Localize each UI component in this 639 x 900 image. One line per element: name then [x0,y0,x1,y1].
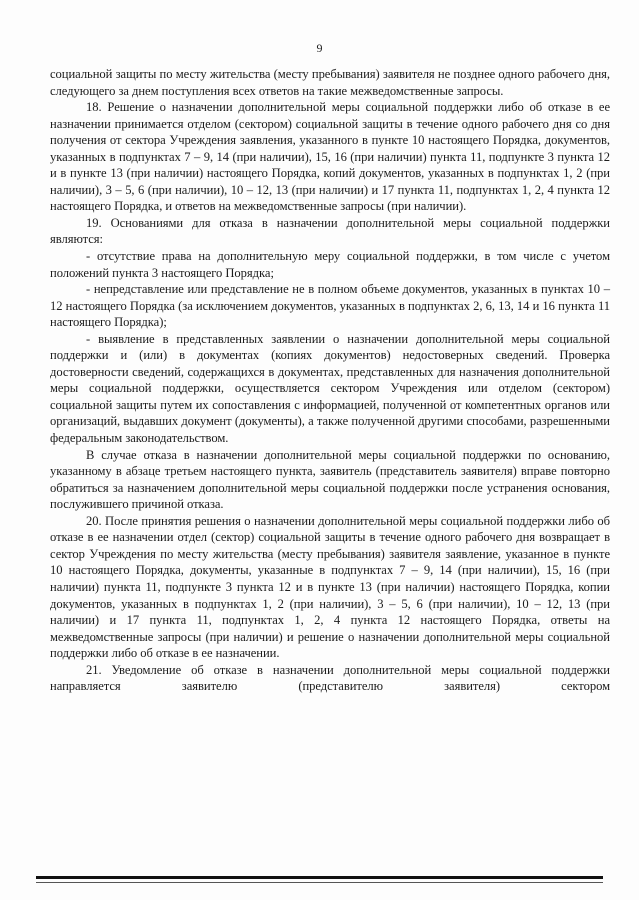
page-number: 9 [316,41,323,55]
bottom-scan-border [36,876,603,879]
list-item-false-info: - выявление в представленных заявлении о назначении дополнительной меры социальной поддержки и (или) в документах (копиях документов) недостоверных сведений. Проверка достоверности сведений, содержащихся в документах, представленных для назначения дополнительной меры социальной поддержки, осуществляется сектором Учреждения или отделом (сектором) социальной защиты путем их сопоставления с информацией, полученной от компетентных органов или организаций, выдавших документ (документы), а также полученной другими способами, разрешенными федеральным законодательством. [50,331,610,446]
paragraph-continuation: социальной защиты по месту жительства (месту пребывания) заявителя не позднее одного рабочего дня, следующего за днем поступления всех ответов на такие межведомственные запросы. [50,67,610,98]
paragraph-item-20: 20. После принятия решения о назначении дополнительной меры социальной поддержки либо об отказе в ее назначении отдел (сектор) социальной защиты в течение одного рабочего дня возвращает в сектор Учреждения по месту жительства (месту пребывания) заявителя заявление, указанное в пункте 10 настоящего Порядка, документы, указанные в подпунктах 7 – 9, 14 (при наличии), 15, 16 (при наличии) пункта 11, подпункте 3 пункта 12 и в пункте 13 (при наличии) настоящего Порядка, копии документов, указанных в подпунктах 1, 2 (при наличии), 3 – 5, 6 (при наличии), 10 – 12, 13 (при наличии) и 17 пункта 11, подпунктах 1, 2, 4 пункта 12 настоящего Порядка, ответы на межведомственные запросы (при наличии) и решение о назначении дополнительной меры социальной поддержки либо об отказе в ее назначении. [50,513,610,661]
paragraph-refusal-reapply: В случае отказа в назначении дополнительной меры социальной поддержки по основанию, указанному в абзаце третьем настоящего пункта, заявитель (представитель заявителя) вправе повторно обратиться за назначением дополнительной меры социальной поддержки после устранения основания, послужившего причиной отказа. [50,447,610,512]
paragraph-item-18: 18. Решение о назначении дополнительной меры социальной поддержки либо об отказе в ее назначении принимается отделом (сектором) социальной защиты в течение одного рабочего дня со дня получения от сектора Учреждения заявления, указанного в пункте 10 настоящего Порядка, документов, указанных в подпунктах 7 – 9, 14 (при наличии), 15, 16 (при наличии) пункта 11, подпункте 3 пункта 12 и в пункте 13 (при наличии) настоящего Порядка, копий документов, указанных в подпунктах 1, 2 (при наличии), 3 – 5, 6 (при наличии), 10 – 12, 13 (при наличии) и 17 пункта 11, подпунктах 1, 2, 4 пункта 12 настоящего Порядка, и ответов на межведомственные запросы (при наличии). [50,100,610,214]
paragraph-item-19: 19. Основаниями для отказа в назначении дополнительной меры социальной поддержки являются: [50,215,610,247]
list-item-no-right: - отсутствие права на дополнительную меру социальной поддержки, в том числе с учетом положений пункта 3 настоящего Порядка; [50,249,610,280]
document-body [50,66,610,695]
paragraph-item-21: 21. Уведомление об отказе в назначении дополнительной меры социальной поддержки направляется заявителю (представителю заявителя) сектором [50,662,610,694]
bottom-scan-border-thin [36,882,603,883]
list-item-incomplete-docs: - непредставление или представление не в полном объеме документов, указанных в пунктах 10 – 12 настоящего Порядка (за исключением документов, указанных в подпунктах 2, 6, 13, 14 и 16 пункта 11 настоящего Порядка); [50,282,610,330]
